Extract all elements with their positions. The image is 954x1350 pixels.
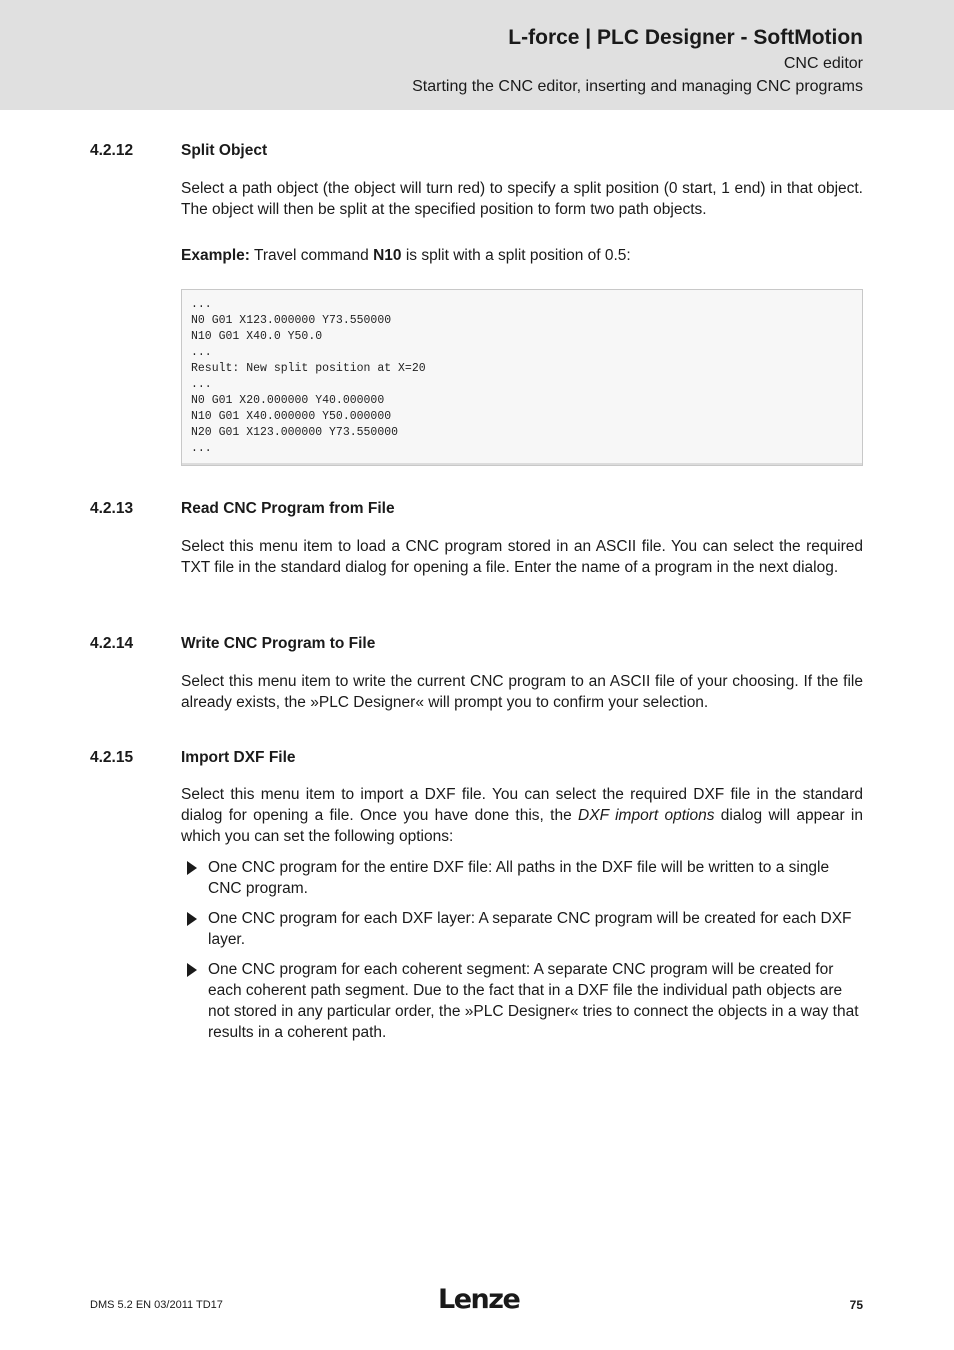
triangle-bullet-icon bbox=[187, 861, 197, 875]
section-number: 4.2.13 bbox=[90, 500, 134, 517]
code-line: ... bbox=[191, 378, 212, 391]
paragraph-text: Select this menu item to import a DXF file. You can select the required DXF file in the standard dialog for opening a file. Once you have done this, the bbox=[181, 786, 863, 824]
example-label: Example: bbox=[181, 247, 250, 264]
code-block bbox=[181, 289, 863, 466]
lenze-logo: Lenze bbox=[438, 1284, 520, 1315]
section-title: Split Object bbox=[181, 142, 268, 159]
code-line: ... bbox=[191, 442, 212, 455]
dialog-name: DXF import options bbox=[578, 807, 715, 824]
section-title: Import DXF File bbox=[181, 749, 296, 766]
code-line: N20 G01 X123.000000 Y73.550000 bbox=[191, 426, 399, 439]
list-item: One CNC program for the entire DXF file: All paths in the DXF file will be written to a single CNC program. bbox=[208, 859, 830, 897]
section-number: 4.2.15 bbox=[90, 749, 134, 766]
code-lines bbox=[191, 297, 426, 457]
section-number: 4.2.12 bbox=[90, 142, 134, 159]
example-line bbox=[181, 245, 863, 266]
code-line: Result: New split position at X=20 bbox=[191, 362, 426, 375]
code-line: N0 G01 X20.000000 Y40.000000 bbox=[191, 394, 385, 407]
header-chapter: CNC editor bbox=[783, 55, 863, 72]
paragraph-text: dialog will appear in which you can set the following options: bbox=[181, 807, 863, 845]
code-line: ... bbox=[191, 346, 212, 359]
section-title: Write CNC Program to File bbox=[181, 635, 376, 652]
triangle-bullet-icon bbox=[187, 912, 197, 926]
header-section: Starting the CNC editor, inserting and managing CNC programs bbox=[412, 78, 863, 95]
triangle-bullet-icon bbox=[187, 963, 197, 977]
section-number: 4.2.14 bbox=[90, 635, 134, 652]
section-paragraph: Select a path object (the object will turn red) to specify a split position (0 start, 1 end) in that object. The object will then be split at the specified position to form two path objects. bbox=[181, 180, 863, 218]
section-paragraph bbox=[181, 784, 863, 847]
list-item: One CNC program for each coherent segment: A separate CNC program will be created for each coherent path segment. Due to the fact that in a DXF file the individual path objects are not stored in any particular order, the »PLC Designer« tries to connect the objects in a way that results in a coherent path. bbox=[208, 961, 859, 1041]
list-item: One CNC program for each DXF layer: A separate CNC program will be created for each DXF layer. bbox=[208, 910, 852, 948]
section-paragraph: Select this menu item to load a CNC program stored in an ASCII file. You can select the required TXT file in the standard dialog for opening a file. Enter the name of a program in the next dialog. bbox=[181, 538, 863, 576]
footer-doc-id: DMS 5.2 EN 03/2011 TD17 bbox=[90, 1299, 223, 1311]
code-line: N10 G01 X40.0 Y50.0 bbox=[191, 330, 323, 343]
page-header bbox=[0, 0, 954, 110]
example-text: is split with a split position of 0.5: bbox=[401, 247, 631, 264]
header-title: L-force | PLC Designer - SoftMotion bbox=[508, 26, 863, 49]
code-line: ... bbox=[191, 298, 212, 311]
page-number: 75 bbox=[849, 1298, 863, 1312]
example-text: Travel command bbox=[249, 247, 374, 264]
section-paragraph: Select this menu item to write the current CNC program to an ASCII file of your choosing. If the file already exists, the »PLC Designer« will prompt you to confirm your selection. bbox=[181, 673, 863, 711]
section-title: Read CNC Program from File bbox=[181, 500, 395, 517]
example-command: N10 bbox=[373, 247, 402, 264]
code-line: N10 G01 X40.000000 Y50.000000 bbox=[191, 410, 392, 423]
code-line: N0 G01 X123.000000 Y73.550000 bbox=[191, 314, 392, 327]
